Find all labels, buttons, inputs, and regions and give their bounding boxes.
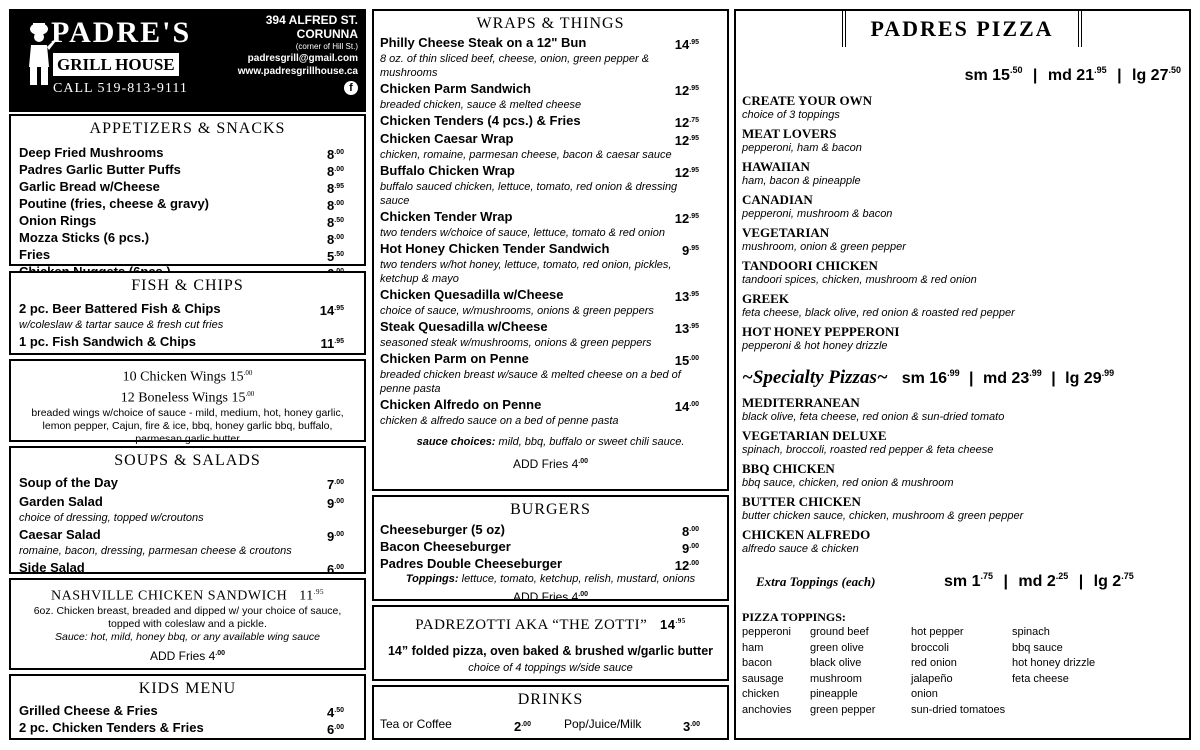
menu-item (19, 527, 356, 544)
item-name: Bacon Cheeseburger (380, 539, 511, 554)
price-cents: .00 (689, 543, 699, 550)
topping-item: sausage (742, 672, 784, 685)
price-dollars: 14 (674, 399, 690, 414)
item-description: buffalo sauced chicken, lettuce, tomato, red onion & dressing sauce (380, 181, 678, 207)
menu-item (380, 163, 721, 180)
item-name: Chicken Caesar Wrap (380, 131, 514, 146)
price-cents: .00 (689, 355, 699, 362)
drink-price: $2^{.00}$ (514, 719, 531, 734)
price-cents: .00 (334, 479, 344, 486)
item-name: Steak Quesadilla w/Cheese (380, 319, 548, 334)
price-dollars: 9 (327, 496, 335, 511)
item-name: Chicken Tenders (4 pcs.) & Fries (380, 113, 581, 128)
price-cents: .00 (334, 498, 344, 505)
pizza-description: black olive, feta cheese, red onion & sun-dried tomato (742, 411, 1005, 423)
item-name: Deep Fried Mushrooms (19, 145, 164, 160)
price-cents: .95 (689, 135, 699, 142)
price-dollars: 9 (682, 541, 690, 556)
price-cents: .95 (334, 338, 344, 345)
zotti-price: 14 (660, 617, 676, 632)
pizza-name: CREATE YOUR OWN (742, 93, 873, 108)
price-cents: .00 (334, 531, 344, 538)
price-dollars: 6 (327, 722, 335, 737)
item-price (327, 213, 344, 230)
menu-item (19, 145, 356, 162)
size-large: $\lg 2^{.75}$ (1093, 571, 1134, 590)
price-cents: .95 (334, 305, 344, 312)
toppings-grid (742, 625, 1132, 718)
item-name: Onion Rings (19, 213, 97, 228)
pizza-section (734, 9, 1191, 740)
menu-item (380, 241, 721, 258)
soups-salads-section (9, 446, 366, 577)
item-price (327, 179, 344, 196)
pizza-name: VEGETARIAN DELUXE (742, 428, 887, 443)
price-cents: .00 (689, 560, 699, 567)
topping-item: feta cheese (1012, 672, 1069, 685)
price-cents: .75 (689, 117, 699, 124)
chicken-wings-label: 10 Chicken Wings 15 (122, 369, 244, 385)
menu-item (380, 81, 721, 98)
item-description: romaine, bacon, dressing, parmesan cheese & croutons (19, 545, 292, 557)
item-price (675, 319, 699, 336)
section-title: DRINKS (517, 691, 584, 708)
size-medium: md $23^{.99}$ (982, 368, 1042, 387)
specialty-sizes-row: sm $16^{.99}$ | md $23^{.99}$ | $\lg 29^{.99}$ (901, 368, 1115, 387)
size-small: sm $1^{.75}$ (944, 571, 993, 590)
item-name: 2 pc. Beer Battered Fish & Chips (19, 301, 221, 316)
pizza-description: mushroom, onion & green pepper (742, 241, 906, 253)
item-description: choice of sauce, w/mushrooms, onions & green peppers (380, 305, 654, 317)
item-name: Side Salad (19, 560, 85, 575)
nashville-description: 6oz. Chicken breast, breaded and dipped w/ your choice of sauce, topped with coleslaw and a pickle. (33, 604, 342, 630)
toppings-column (810, 625, 911, 718)
price-cents: .00 (334, 724, 344, 731)
item-name: Garden Salad (19, 494, 103, 509)
topping-item: ham (742, 641, 764, 654)
price-dollars: 12 (674, 558, 690, 573)
pizza-name: MEAT LOVERS (742, 126, 837, 141)
price-dollars: 6 (327, 562, 335, 577)
toppings-column (911, 625, 1012, 718)
toppings-column (742, 625, 810, 718)
menu-item (19, 494, 356, 511)
price-dollars: 12 (674, 211, 690, 226)
topping-item: jalapeño (911, 672, 953, 685)
price-dollars: 9 (327, 529, 335, 544)
kids-menu-section (9, 674, 366, 740)
nashville-price: 11 (299, 588, 314, 604)
price-dollars: 14 (674, 37, 690, 52)
pizza-description: tandoori spices, chicken, mushroom & red onion (742, 274, 977, 286)
extra-toppings-row (756, 571, 1176, 591)
item-price (675, 113, 699, 130)
item-price (327, 475, 344, 492)
topping-item: pineapple (810, 688, 858, 700)
size-small: sm $16^{.99}$ (901, 368, 960, 387)
section-title: KIDS MENU (138, 680, 237, 697)
topping-item: anchovies (742, 703, 792, 716)
topping-item: bbq sauce (1012, 641, 1063, 654)
drinks-section (372, 685, 729, 740)
section-title: WRAPS & THINGS (476, 15, 625, 32)
price-dollars: 7 (327, 477, 335, 492)
topping-item: onion (911, 688, 938, 700)
topping-item: hot honey drizzle (1012, 657, 1096, 669)
wraps-section (372, 9, 729, 491)
pizza-sizes-row: sm $15^{.50}$ | md $21^{.95}$ | $\lg 27^{.50}$ (964, 65, 1181, 84)
price-cents: .95 (689, 85, 699, 92)
topping-item: sun-dried tomatoes (911, 703, 1006, 716)
topping-item: green pepper (810, 703, 876, 716)
price-cents: .00 (245, 389, 255, 398)
menu-item (19, 703, 356, 720)
item-description: chicken & alfredo sauce on a bed of penne pasta (380, 415, 619, 427)
add-fries: ADD Fries 4 (149, 648, 216, 663)
item-name: Mozza Sticks (6 pcs.) (19, 230, 150, 245)
item-name: Grilled Cheese & Fries (19, 703, 158, 718)
menu-item (380, 287, 721, 304)
menu-item (19, 247, 356, 264)
toppings-text: lettuce, tomato, ketchup, relish, mustard, onions (461, 573, 696, 585)
facebook-icon[interactable]: f (344, 81, 358, 95)
price-cents: .50 (334, 251, 344, 258)
price-cents: .00 (334, 234, 344, 241)
item-price (327, 527, 344, 544)
menu-item (380, 397, 721, 414)
pizza-name: HAWAIIAN (742, 159, 810, 174)
price-cents: .00 (243, 369, 253, 377)
item-description: 8 oz. of thin sliced beef, cheese, onion, green pepper & mushrooms (380, 53, 650, 79)
price-cents: .50 (334, 217, 344, 224)
item-price (675, 351, 699, 368)
zotti-line: 14” folded pizza, oven baked & brushed w/garlic butter (387, 644, 714, 658)
zotti-section (372, 605, 729, 681)
topping-item: mushroom (810, 672, 862, 685)
zotti-title: PADREZOTTI AKA “THE ZOTTI” (415, 617, 648, 633)
pizza-description: spinach, broccoli, roasted red pepper & feta cheese (742, 444, 994, 456)
burger-toppings (380, 573, 721, 585)
menu-item (19, 334, 356, 351)
item-price (682, 522, 699, 539)
pizza-description: feta cheese, black olive, red onion & roasted red pepper (742, 307, 1015, 319)
pizza-description: pepperoni & hot honey drizzle (742, 340, 888, 352)
menu-item (380, 522, 699, 539)
price-cents: .00 (334, 200, 344, 207)
menu-item (19, 301, 356, 318)
price-dollars: 8 (682, 524, 690, 539)
item-price (327, 247, 344, 264)
price-dollars: 12 (674, 115, 690, 130)
item-description: breaded chicken, sauce & melted cheese (380, 99, 582, 111)
item-name: Hot Honey Chicken Tender Sandwich (380, 241, 610, 256)
price-cents: .95 (689, 291, 699, 298)
price-cents: .95 (313, 588, 324, 596)
boneless-wings-label: 12 Boneless Wings 15 (120, 390, 246, 406)
item-description: two tenders w/choice of sauce, lettuce, tomato & red onion (380, 227, 665, 239)
price-dollars: 5 (327, 249, 335, 264)
item-price (327, 196, 344, 213)
pizza-description: bbq sauce, chicken, red onion & mushroom (742, 477, 954, 489)
topping-item: black olive (810, 657, 862, 669)
item-description: seasoned steak w/mushrooms, onions & green peppers (380, 337, 652, 349)
add-fries: ADD Fries 4 (512, 590, 579, 604)
price-dollars: 8 (327, 215, 335, 230)
nashville-title-line (21, 584, 354, 605)
extra-label: Extra Toppings (each) (756, 574, 876, 589)
price-cents: .95 (675, 617, 686, 625)
zotti-title-line (380, 611, 721, 635)
sauce-text: mild, bbq, buffalo or sweet chili sauce. (498, 436, 685, 448)
website-link[interactable]: www.padresgrillhouse.ca (237, 66, 358, 77)
item-name: Buffalo Chicken Wrap (380, 163, 515, 178)
address: 394 ALFRED ST. (265, 13, 358, 27)
wings-description: breaded wings w/choice of sauce - mild, medium, hot, honey garlic, lemon pepper, Cajun, fire & ice, bbq, honey garlic bbq, buffalo, parmesan garlic butter (31, 407, 344, 446)
menu-item (380, 113, 721, 130)
drink-item: Pop/Juice/Milk (564, 717, 642, 731)
price-dollars: 11 (320, 336, 335, 351)
pizza-name: HOT HONEY PEPPERONI (742, 324, 900, 339)
topping-item: green olive (810, 641, 864, 654)
menu-item (380, 209, 721, 226)
topping-item: ground beef (810, 626, 869, 638)
item-name: Chicken Tender Wrap (380, 209, 513, 224)
topping-item: hot pepper (911, 626, 964, 638)
pizza-description: ham, bacon & pineapple (742, 175, 861, 187)
topping-item: broccoli (911, 641, 949, 654)
menu-item (19, 230, 356, 247)
menu-item (380, 351, 721, 368)
pizza-name: GREEK (742, 291, 789, 306)
item-description: breaded chicken breast w/sauce & melted cheese on a bed of penne pasta (380, 369, 681, 395)
nashville-sauce: Sauce: hot, mild, honey bbq, or any available wing sauce (55, 630, 320, 643)
toppings-label: Toppings: (405, 573, 459, 585)
item-price (675, 556, 699, 573)
toppings-column (1012, 625, 1132, 718)
item-price (675, 81, 699, 98)
pizza-name: BBQ CHICKEN (742, 461, 835, 476)
price-dollars: 12 (674, 133, 690, 148)
drinks-row (380, 717, 721, 733)
item-price (675, 131, 699, 148)
pizza-description: alfredo sauce & chicken (742, 543, 859, 555)
price-dollars: 13 (674, 321, 690, 336)
price-cents: .00 (578, 591, 589, 598)
pizza-name: CHICKEN ALFREDO (742, 527, 871, 542)
item-name: 2 pc. Chicken Tenders & Fries (19, 720, 204, 735)
item-price (320, 301, 344, 318)
price-cents: .00 (334, 564, 344, 571)
burgers-section (372, 495, 729, 604)
item-price (675, 397, 699, 414)
size-small: sm $15^{.50}$ (964, 65, 1023, 84)
item-name: Garlic Bread w/Cheese (19, 179, 160, 194)
nashville-section (9, 578, 366, 670)
pizza-description: pepperoni, ham & bacon (742, 142, 862, 154)
add-fries-line (380, 457, 721, 471)
menu-item (19, 475, 356, 492)
cross-street: (corner of Hill St.) (295, 42, 358, 51)
pizza-name: CANADIAN (742, 192, 813, 207)
menu-item (19, 213, 356, 230)
price-dollars: 13 (674, 289, 690, 304)
fish-chips-section (9, 271, 366, 355)
drink-item: Tea or Coffee (380, 717, 452, 731)
item-price (682, 539, 699, 556)
menu-item (380, 319, 721, 336)
item-price (327, 494, 344, 511)
boneless-wings-line (21, 386, 354, 407)
price-dollars: 8 (327, 198, 335, 213)
size-medium: md $21^{.95}$ (1047, 65, 1107, 84)
item-price (682, 241, 699, 258)
menu-item (19, 560, 356, 577)
section-title: FISH & CHIPS (131, 277, 244, 294)
brand-subtitle: GRILL HOUSE (53, 53, 179, 76)
item-description: choice of dressing, topped w/croutons (19, 512, 204, 524)
price-cents: .00 (689, 401, 699, 408)
pizza-description: choice of 3 toppings (742, 109, 840, 121)
zotti-desc: choice of 4 toppings w/side sauce (468, 662, 633, 674)
add-fries-line (380, 590, 721, 604)
appetizers-section (9, 114, 366, 266)
section-title: APPETIZERS & SNACKS (89, 120, 286, 137)
section-title: SOUPS & SALADS (114, 452, 261, 469)
pizza-description: pepperoni, mushroom & bacon (742, 208, 893, 220)
city: CORUNNA (296, 27, 358, 41)
pizza-title-tab (842, 11, 1082, 47)
add-fries-line (21, 649, 354, 663)
nashville-title: NASHVILLE CHICKEN SANDWICH (51, 588, 288, 604)
topping-item: pepperoni (742, 626, 791, 638)
menu-item (19, 162, 356, 179)
pizza-title: PADRES PIZZA (870, 16, 1054, 41)
item-name: Philly Cheese Steak on a 12" Bun (380, 35, 587, 50)
price-cents: .50 (334, 707, 344, 714)
item-price (327, 703, 344, 720)
item-name: Caesar Salad (19, 527, 101, 542)
topping-item: chicken (742, 688, 780, 700)
item-price (327, 560, 344, 577)
price-dollars: 8 (327, 147, 335, 162)
topping-item: spinach (1012, 626, 1050, 638)
menu-item (380, 131, 721, 148)
price-cents: .95 (689, 167, 699, 174)
pizza-name: TANDOORI CHICKEN (742, 258, 878, 273)
item-price (327, 162, 344, 179)
price-cents: .95 (334, 183, 344, 190)
item-price (327, 145, 344, 162)
size-medium: md $2^{.25}$ (1018, 571, 1069, 590)
wings-line (21, 365, 354, 386)
price-cents: .95 (689, 245, 699, 252)
price-cents: .95 (689, 323, 699, 330)
item-description: two tenders w/hot honey, lettuce, tomato, red onion, pickles, ketchup & mayo (380, 259, 672, 285)
price-cents: .00 (215, 649, 226, 657)
item-price (327, 230, 344, 247)
price-dollars: 12 (674, 165, 690, 180)
item-name: Chicken Quesadilla w/Cheese (380, 287, 564, 302)
phone-number: CALL 519-813-9111 (53, 81, 188, 96)
item-name: Chicken Alfredo on Penne (380, 397, 542, 412)
item-name: Chicken Parm on Penne (380, 351, 529, 366)
pizza-name: MEDITERRANEAN (742, 395, 860, 410)
sauce-label: sauce choices: (416, 436, 496, 448)
price-dollars: 9 (682, 243, 690, 258)
toppings-title: PIZZA TOPPINGS: (742, 610, 846, 624)
menu-item (19, 196, 356, 213)
specialty-header (742, 367, 1182, 389)
price-dollars: 8 (327, 232, 335, 247)
price-dollars: 14 (319, 303, 335, 318)
topping-item: red onion (911, 657, 957, 669)
price-cents: .00 (578, 458, 589, 465)
item-price (675, 163, 699, 180)
size-large: $\lg 29^{.99}$ (1065, 368, 1115, 387)
price-cents: .00 (334, 166, 344, 173)
price-dollars: 15 (674, 353, 690, 368)
add-fries: ADD Fries 4 (512, 457, 579, 471)
item-description: chicken, romaine, parmesan cheese, bacon & caesar sauce (380, 149, 672, 161)
pizza-description: butter chicken sauce, chicken, mushroom & green pepper (742, 510, 1024, 522)
item-price (675, 209, 699, 226)
section-title: BURGERS (510, 501, 591, 518)
restaurant-header (9, 9, 366, 112)
item-name: Padres Double Cheeseburger (380, 556, 563, 571)
size-large: $\lg 27^{.50}$ (1132, 65, 1181, 84)
price-dollars: 8 (327, 164, 335, 179)
menu-item (19, 179, 356, 196)
wings-section (9, 359, 366, 446)
price-cents: .00 (334, 149, 344, 156)
specialty-title: ~Specialty Pizzas~ (742, 367, 888, 388)
extra-sizes: sm $1^{.75}$ | md $2^{.25}$ | $\lg 2^{.75}$ (944, 571, 1134, 590)
email-link[interactable]: padresgrill@gmail.com (247, 53, 358, 64)
item-price (675, 35, 699, 52)
topping-item: bacon (742, 657, 772, 669)
item-name: Cheeseburger (5 oz) (380, 522, 505, 537)
menu-item (380, 539, 699, 556)
pizza-name: VEGETARIAN (742, 225, 830, 240)
menu-item (380, 556, 699, 573)
brand-name: PADRE'S (51, 16, 192, 49)
item-name: Poutine (fries, cheese & gravy) (19, 196, 210, 211)
item-description: w/coleslaw & tartar sauce & fresh cut fries (19, 319, 224, 331)
item-price (327, 720, 344, 737)
price-cents: .95 (689, 213, 699, 220)
item-name: Soup of the Day (19, 475, 118, 490)
contact-block (238, 13, 358, 96)
item-price (675, 287, 699, 304)
price-dollars: 12 (674, 83, 690, 98)
price-cents: .00 (689, 526, 699, 533)
item-name: Fries (19, 247, 51, 262)
item-name: Padres Garlic Butter Puffs (19, 162, 181, 177)
menu-item (19, 720, 356, 737)
sauce-choices (380, 436, 721, 448)
item-name: Chicken Parm Sandwich (380, 81, 531, 96)
menu-item (380, 35, 721, 52)
pizza-name: BUTTER CHICKEN (742, 494, 861, 509)
item-name: 1 pc. Fish Sandwich & Chips (19, 334, 196, 349)
price-dollars: 8 (327, 181, 335, 196)
item-price (321, 334, 344, 351)
price-dollars: 4 (327, 705, 335, 720)
price-cents: .95 (689, 39, 699, 46)
drink-price: $3^{.00}$ (683, 719, 700, 734)
